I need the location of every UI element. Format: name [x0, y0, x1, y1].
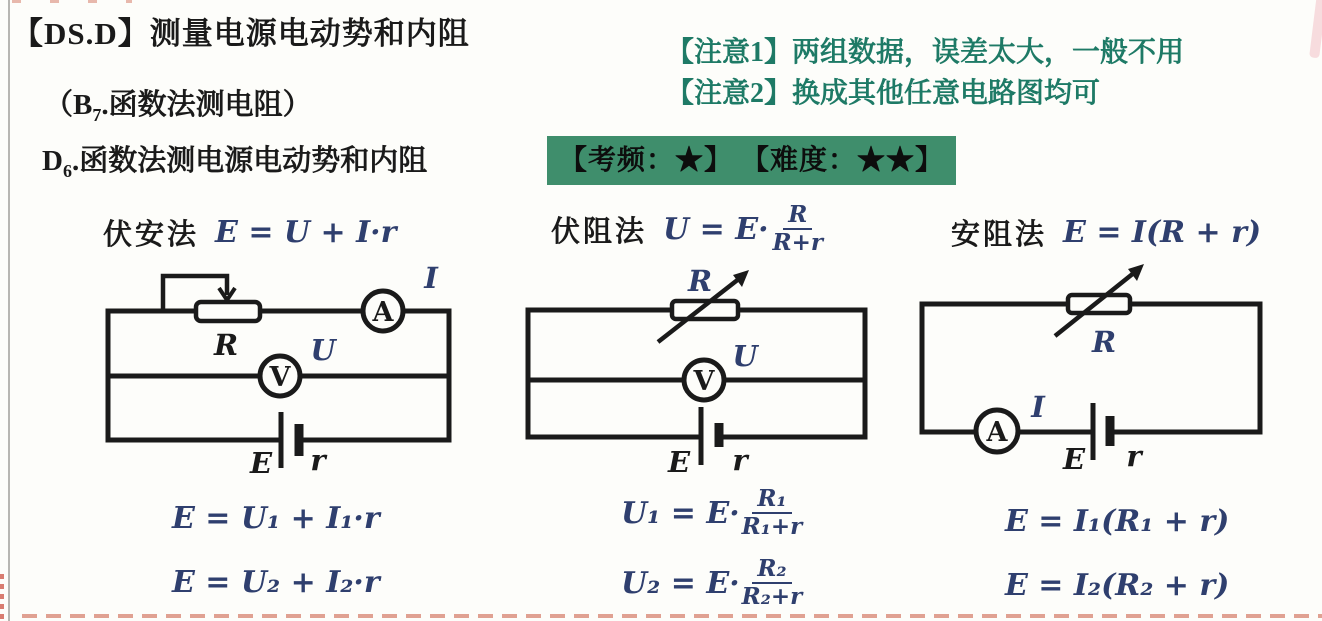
note-1-text: 两组数据，误差太大，一般不用 [792, 37, 1185, 68]
scan-left-dots [0, 574, 4, 621]
label-E: E [249, 446, 273, 480]
subtitle-d6-pre: D [42, 145, 63, 177]
fraction-numerator: R₂ [752, 557, 791, 584]
fraction-numerator: R₁ [752, 487, 791, 514]
label-U: U [310, 333, 336, 367]
scan-edge-line [8, 0, 10, 621]
fraction [772, 200, 824, 256]
formula-lhs: U₁ = E· [621, 495, 740, 531]
equation-1: E = U₁ + I₁·r [172, 500, 380, 536]
scan-corner-mark [1309, 0, 1322, 58]
method-name: 安阻法 [951, 218, 1048, 251]
ammeter-letter: A [986, 417, 1008, 448]
ammeter-letter: A [372, 297, 394, 328]
label-r: r [310, 443, 326, 477]
label-r: r [732, 443, 748, 476]
arrow-head-icon [733, 270, 749, 287]
label-I: I [424, 262, 438, 295]
note-2 [666, 73, 1184, 114]
label-R: R [213, 328, 239, 362]
circuit-diagram-voltresistance [518, 258, 878, 476]
fraction-denominator: R₂+r [741, 583, 803, 610]
subtitle-b7-post: .函数法测电阻） [101, 89, 312, 121]
subtitle-b7 [44, 82, 312, 126]
method-formula [663, 200, 824, 256]
label-R: R [1091, 325, 1117, 359]
method-header-ampereresistance [951, 203, 1261, 261]
method-header-voltammeter [103, 203, 396, 261]
subtitle-d6 [42, 138, 427, 182]
equation-2: E = U₂ + I₂·r [172, 564, 380, 600]
equation-2: E = I₂(R₂ + r) [1005, 567, 1230, 603]
label-E: E [667, 445, 691, 476]
equation-1: E = I₁(R₁ + r) [1005, 503, 1230, 539]
exam-frequency-difficulty-badge: 【考频：★】 【难度：★★】 [547, 136, 956, 185]
variable-resistor-symbol [1068, 295, 1130, 313]
voltmeter-letter: V [693, 366, 715, 397]
subtitle-b7-sub: 7 [92, 104, 102, 125]
equation-1 [621, 478, 802, 548]
subtitle-d6-post: .函数法测电源电动势和内阻 [71, 145, 428, 177]
formula-lhs: U₂ = E· [621, 565, 740, 601]
fraction-denominator: R₁+r [741, 513, 803, 540]
fraction-numerator: R [783, 203, 812, 230]
label-I: I [1031, 390, 1045, 424]
label-R: R [687, 264, 713, 298]
rheostat-symbol [196, 302, 260, 321]
fraction-denominator: R+r [772, 229, 824, 256]
label-E: E [1062, 442, 1086, 476]
method-formula: E = U + I·r [215, 214, 397, 250]
circuit-diagram-ampereresistance [905, 258, 1280, 476]
voltmeter-letter: V [269, 362, 291, 393]
notes-block [666, 32, 1184, 114]
method-formula: E = I(R + r) [1063, 214, 1262, 250]
fraction [741, 484, 803, 540]
fraction [741, 554, 803, 610]
equations-voltammeter [172, 486, 380, 614]
subtitle-d6-sub: 6 [62, 160, 72, 181]
page-title: 【DS.D】测量电源电动势和内阻 [12, 16, 470, 51]
subtitle-b7-pre: （B [44, 89, 93, 121]
equation-2 [621, 548, 802, 618]
circuit-diagram-voltammeter [95, 262, 475, 480]
note-1 [666, 32, 1184, 73]
scan-top-dashes [12, 0, 132, 3]
note-2-tag: 【注意2】 [666, 78, 793, 109]
equations-ampereresistance [1005, 489, 1229, 617]
note-2-text: 换成其他任意电路图均可 [792, 78, 1101, 109]
method-name: 伏阻法 [551, 215, 648, 248]
label-U: U [732, 339, 758, 373]
formula-lhs: U = E· [663, 211, 769, 247]
equations-voltresistance [621, 478, 802, 618]
label-r: r [1126, 439, 1142, 473]
note-1-tag: 【注意1】 [666, 37, 793, 68]
method-name: 伏安法 [103, 218, 200, 251]
method-header-voltresistance [551, 200, 823, 258]
